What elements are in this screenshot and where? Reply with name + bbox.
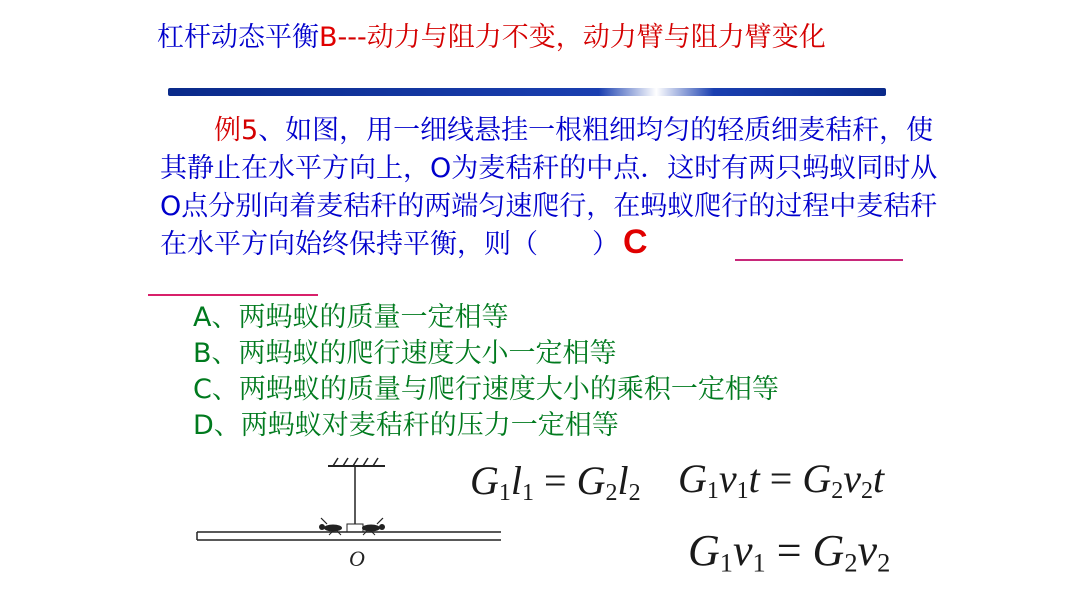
option-a: A、两蚂蚁的质量一定相等 (193, 302, 509, 333)
ceiling-support (328, 458, 385, 466)
question-text (160, 112, 940, 264)
equation-with-time: $G_1v_1t = G_2v_2t$ (678, 456, 885, 504)
equation-lever-balance: $G_1l_1 = G_2l_2$ (470, 458, 641, 506)
title-letter: B (319, 22, 338, 53)
answer-mark: C (623, 223, 648, 261)
pivot-label: O (349, 546, 365, 571)
straw-lever-figure (195, 452, 505, 580)
straw (197, 532, 501, 540)
title-divider (168, 88, 886, 96)
example-label: 例5 (214, 115, 259, 146)
slide-title (157, 18, 917, 58)
title-description: ---动力与阻力不变，动力臂与阻力臂变化 (337, 22, 826, 53)
title-topic: 杠杆动态平衡 (157, 22, 319, 53)
equation-result: $G_1v_1 = G_2v_2$ (688, 526, 891, 578)
option-b: B、两蚂蚁的爬行速度大小一定相等 (193, 338, 617, 369)
emphasis-underline-2 (148, 294, 318, 296)
option-list (193, 300, 779, 444)
option-c: C、两蚂蚁的质量与爬行速度大小的乘积一定相等 (193, 374, 779, 405)
option-d: D、两蚂蚁对麦秸秆的压力一定相等 (193, 410, 619, 441)
question-body: 、如图，用一细线悬挂一根粗细均匀的轻质细麦秸秆，使其静止在水平方向上，O为麦秸秆的中点．这时有两只蚂蚁同时从O点分别向着麦秸秆的两端匀速爬行，在蚂蚁爬行的过程中麦秸秆在水平方向始终保持平衡，则（ ） (160, 115, 938, 260)
emphasis-underline (735, 259, 903, 261)
